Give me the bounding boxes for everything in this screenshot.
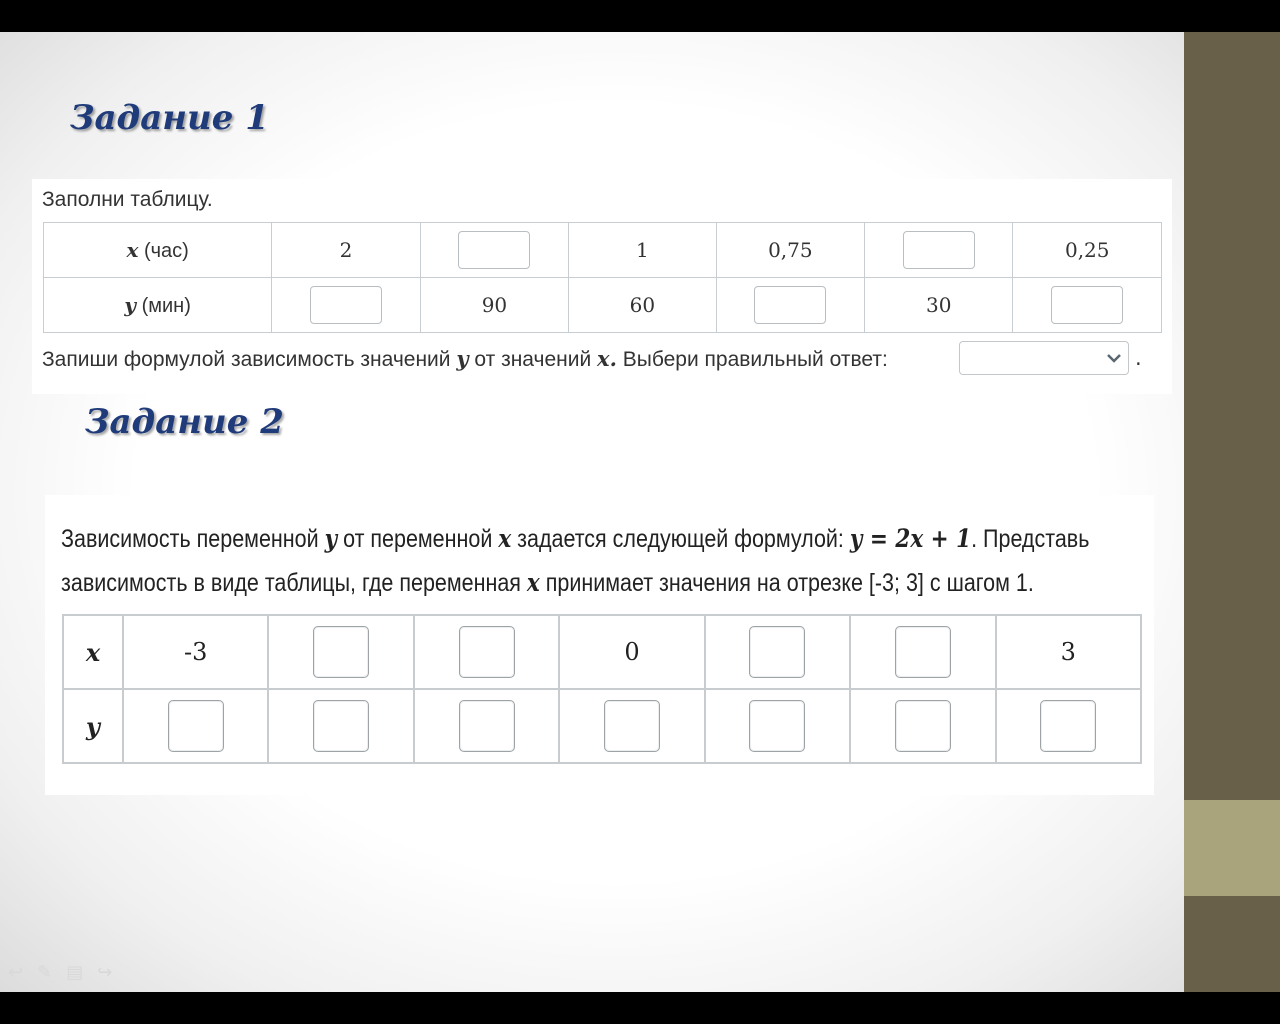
y-cell-3: 60 [569,278,716,333]
y-cell-6 [1013,278,1162,333]
x-cell-2 [420,223,568,278]
end-dot: . [1135,346,1142,370]
x-cell-1: -3 [123,615,268,689]
row-x-label: x (час) [44,223,272,278]
y-input-4[interactable] [604,700,660,752]
x-cell-6 [850,615,995,689]
menu-icon[interactable]: ▤ [66,962,84,983]
task1-intro: Заполни таблицу. [42,188,213,211]
y-input-5[interactable] [749,700,805,752]
y-input-7[interactable] [1040,700,1096,752]
y-cell-4 [716,278,864,333]
x-input-2[interactable] [458,231,530,269]
y-cell-6 [850,689,995,763]
y-input-2[interactable] [313,700,369,752]
task2-panel [45,495,1154,795]
row-y-label: y [63,689,123,763]
task2-formula: y = 2x + 1 [849,524,972,553]
y-cell-5: 30 [865,278,1013,333]
y-cell-1 [272,278,420,333]
task2-table [62,614,1142,764]
y-input-3[interactable] [459,700,515,752]
task1-panel [32,179,1172,394]
x-cell-4: 0,75 [716,223,864,278]
x-input-2[interactable] [313,626,369,678]
row-y-label: y (мин) [44,278,272,333]
answer-select[interactable] [959,341,1129,375]
chevron-down-icon [1106,350,1122,366]
task1-formula-prompt: Запиши формулой зависимость значений y от значений x. Выбери правильный ответ: [42,346,888,371]
task2-description: Зависимость переменной y от переменной x задается следующей формулой: y = 2x + 1. Представь зависимость в виде таблицы, где переменная x принимает значения на отрезке [-3; 3] с шагом 1. [61,524,1090,597]
y-input-1[interactable] [310,286,382,324]
x-input-6[interactable] [895,626,951,678]
table-row-y [63,689,1141,763]
y-cell-5 [705,689,850,763]
x-cell-3 [414,615,559,689]
row-x-label: x [63,615,123,689]
task1-table [43,222,1162,333]
y-input-6[interactable] [895,700,951,752]
y-input-4[interactable] [754,286,826,324]
side-bar-dark-bottom [1184,896,1280,992]
y-cell-4 [559,689,704,763]
arrow-right-icon[interactable]: ↪ [97,962,113,983]
pen-icon[interactable]: ✎ [37,962,53,983]
side-bar-dark [1184,32,1280,800]
table-row-x [44,223,1162,278]
y-cell-1 [123,689,268,763]
y-cell-2 [268,689,413,763]
x-cell-2 [268,615,413,689]
slide [0,32,1184,992]
y-cell-7 [996,689,1141,763]
x-cell-4: 0 [559,615,704,689]
task2-heading: Задание 2 [85,402,284,442]
x-cell-5 [865,223,1013,278]
x-input-3[interactable] [459,626,515,678]
y-input-6[interactable] [1051,286,1123,324]
y-input-1[interactable] [168,700,224,752]
table-row-y [44,278,1162,333]
x-input-5[interactable] [903,231,975,269]
arrow-left-icon[interactable]: ↩ [8,962,24,983]
y-cell-3 [414,689,559,763]
x-cell-1: 2 [272,223,420,278]
x-cell-6: 0,25 [1013,223,1162,278]
slideshow-nav [8,962,112,983]
x-input-5[interactable] [749,626,805,678]
table-row-x [63,615,1141,689]
x-cell-5 [705,615,850,689]
x-cell-3: 1 [569,223,716,278]
task1-heading: Задание 1 [70,98,269,138]
y-cell-2: 90 [420,278,568,333]
x-cell-7: 3 [996,615,1141,689]
side-bar-light [1184,800,1280,896]
